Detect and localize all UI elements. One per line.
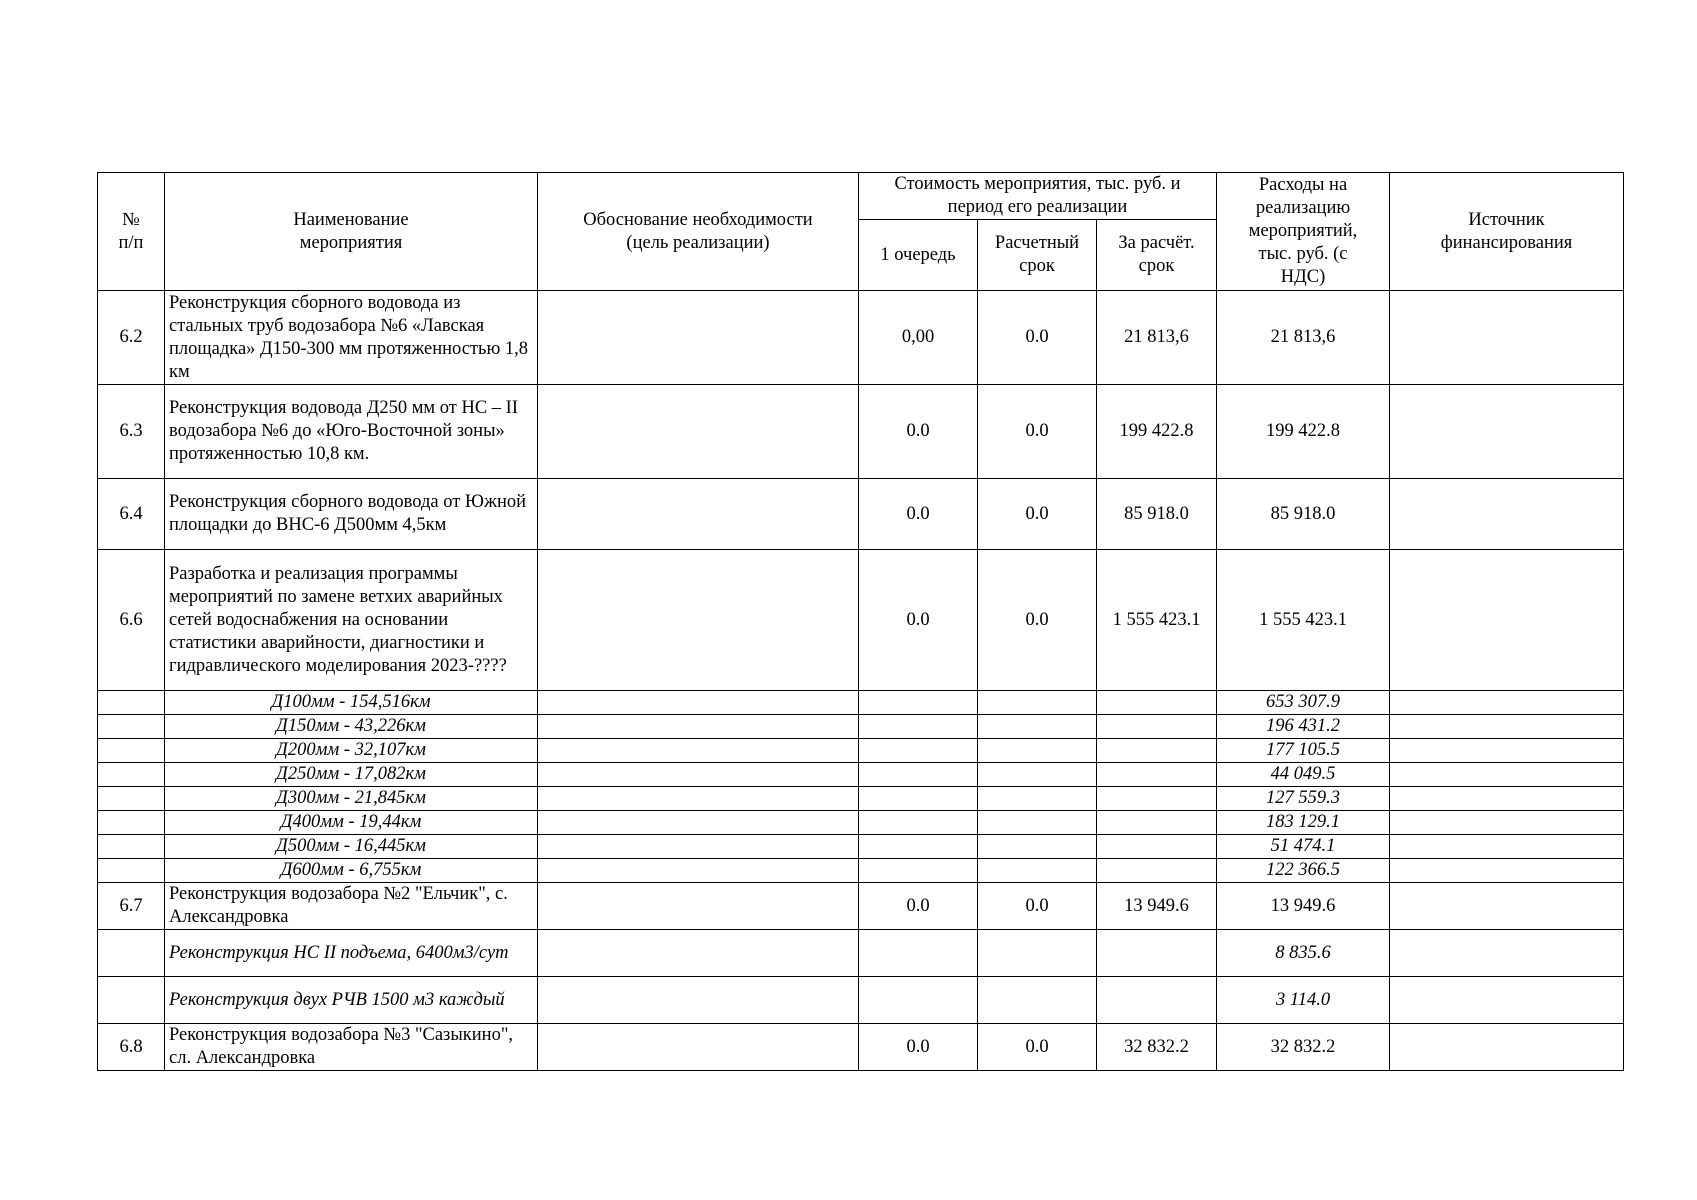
empty-cell bbox=[978, 859, 1097, 883]
row-first-stage: 0.0 bbox=[859, 1024, 978, 1071]
row-source bbox=[1390, 479, 1624, 550]
empty-cell bbox=[1097, 715, 1217, 739]
empty-cell bbox=[538, 763, 859, 787]
header-expenses: Расходы на реализацию мероприятий, тыс. руб. (с НДС) bbox=[1217, 173, 1390, 291]
empty-cell bbox=[859, 930, 978, 977]
empty-cell bbox=[978, 715, 1097, 739]
row-first-stage: 0.0 bbox=[859, 479, 978, 550]
row-justification bbox=[538, 550, 859, 691]
empty-cell bbox=[978, 977, 1097, 1024]
empty-cell bbox=[859, 835, 978, 859]
row-for-calc-period: 21 813,6 bbox=[1097, 291, 1217, 385]
empty-cell bbox=[538, 739, 859, 763]
empty-cell bbox=[978, 739, 1097, 763]
row-num: 6.2 bbox=[98, 291, 165, 385]
empty-cell bbox=[1390, 811, 1624, 835]
row-for-calc-period: 32 832.2 bbox=[1097, 1024, 1217, 1071]
empty-cell bbox=[859, 859, 978, 883]
empty-cell bbox=[98, 859, 165, 883]
empty-cell bbox=[859, 763, 978, 787]
empty-cell bbox=[98, 691, 165, 715]
sub-row-name: Реконструкция НС II подъема, 6400м3/сут bbox=[165, 930, 538, 977]
header-name: Наименование мероприятия bbox=[165, 173, 538, 291]
empty-cell bbox=[538, 811, 859, 835]
empty-cell bbox=[1097, 787, 1217, 811]
empty-cell bbox=[538, 977, 859, 1024]
empty-cell bbox=[98, 811, 165, 835]
row-name: Реконструкция сборного водовода из стальных труб водозабора №6 «Лавская площадка» Д150-300 мм протяженностью 1,8 км bbox=[165, 291, 538, 385]
empty-cell bbox=[859, 977, 978, 1024]
sub-row-name: Д400мм - 19,44км bbox=[165, 811, 538, 835]
header-calc-period: Расчетный срок bbox=[978, 220, 1097, 291]
empty-cell bbox=[98, 763, 165, 787]
empty-cell bbox=[1097, 691, 1217, 715]
sub-row-expenses: 122 366.5 bbox=[1217, 859, 1390, 883]
empty-cell bbox=[1390, 835, 1624, 859]
table-row bbox=[98, 1024, 1624, 1071]
empty-cell bbox=[538, 859, 859, 883]
row-name: Разработка и реализация программы мероприятий по замене ветхих аварийных сетей водоснабжения на основании статистики аварийности, диагностики и гидравлического моделирования 2023-???? bbox=[165, 550, 538, 691]
row-expenses: 21 813,6 bbox=[1217, 291, 1390, 385]
row-for-calc-period: 1 555 423.1 bbox=[1097, 550, 1217, 691]
sub-row-expenses: 127 559.3 bbox=[1217, 787, 1390, 811]
empty-cell bbox=[978, 787, 1097, 811]
measures-table bbox=[97, 172, 1624, 1071]
sub-row bbox=[98, 930, 1624, 977]
sub-row-expenses: 183 129.1 bbox=[1217, 811, 1390, 835]
sub-row-name: Д100мм - 154,516км bbox=[165, 691, 538, 715]
row-name: Реконструкция сборного водовода от Южной площадки до ВНС-6 Д500мм 4,5км bbox=[165, 479, 538, 550]
row-expenses: 1 555 423.1 bbox=[1217, 550, 1390, 691]
row-calc-period: 0.0 bbox=[978, 883, 1097, 930]
empty-cell bbox=[859, 787, 978, 811]
header-source: Источник финансирования bbox=[1390, 173, 1624, 291]
row-source bbox=[1390, 1024, 1624, 1071]
row-num: 6.8 bbox=[98, 1024, 165, 1071]
row-calc-period: 0.0 bbox=[978, 550, 1097, 691]
empty-cell bbox=[978, 691, 1097, 715]
table-row bbox=[98, 479, 1624, 550]
sub-row-expenses: 653 307.9 bbox=[1217, 691, 1390, 715]
sub-row-name: Реконструкция двух РЧВ 1500 м3 каждый bbox=[165, 977, 538, 1024]
sub-row bbox=[98, 835, 1624, 859]
empty-cell bbox=[1097, 859, 1217, 883]
empty-cell bbox=[1097, 811, 1217, 835]
empty-cell bbox=[978, 763, 1097, 787]
empty-cell bbox=[1097, 930, 1217, 977]
sub-row bbox=[98, 859, 1624, 883]
empty-cell bbox=[1390, 930, 1624, 977]
empty-cell bbox=[859, 811, 978, 835]
sub-row-name: Д150мм - 43,226км bbox=[165, 715, 538, 739]
row-for-calc-period: 85 918.0 bbox=[1097, 479, 1217, 550]
sub-row bbox=[98, 739, 1624, 763]
header-for-calc-period: За расчёт. срок bbox=[1097, 220, 1217, 291]
empty-cell bbox=[538, 930, 859, 977]
empty-cell bbox=[1390, 787, 1624, 811]
row-expenses: 13 949.6 bbox=[1217, 883, 1390, 930]
table-row bbox=[98, 291, 1624, 385]
sub-row-name: Д250мм - 17,082км bbox=[165, 763, 538, 787]
empty-cell bbox=[98, 930, 165, 977]
empty-cell bbox=[98, 977, 165, 1024]
row-source bbox=[1390, 385, 1624, 479]
empty-cell bbox=[538, 715, 859, 739]
empty-cell bbox=[1390, 691, 1624, 715]
sub-row-expenses: 44 049.5 bbox=[1217, 763, 1390, 787]
row-first-stage: 0.0 bbox=[859, 883, 978, 930]
row-first-stage: 0.0 bbox=[859, 550, 978, 691]
row-calc-period: 0.0 bbox=[978, 479, 1097, 550]
row-for-calc-period: 13 949.6 bbox=[1097, 883, 1217, 930]
empty-cell bbox=[1390, 715, 1624, 739]
empty-cell bbox=[98, 715, 165, 739]
row-first-stage: 0,00 bbox=[859, 291, 978, 385]
empty-cell bbox=[978, 930, 1097, 977]
empty-cell bbox=[978, 811, 1097, 835]
row-num: 6.3 bbox=[98, 385, 165, 479]
header-first-stage: 1 очередь bbox=[859, 220, 978, 291]
row-name: Реконструкция водозабора №2 "Ельчик", с. Александровка bbox=[165, 883, 538, 930]
row-num: 6.6 bbox=[98, 550, 165, 691]
table-row bbox=[98, 385, 1624, 479]
row-justification bbox=[538, 1024, 859, 1071]
row-justification bbox=[538, 479, 859, 550]
row-expenses: 85 918.0 bbox=[1217, 479, 1390, 550]
row-expenses: 199 422.8 bbox=[1217, 385, 1390, 479]
row-num: 6.7 bbox=[98, 883, 165, 930]
row-justification bbox=[538, 291, 859, 385]
empty-cell bbox=[1390, 739, 1624, 763]
header-justification: Обоснование необходимости (цель реализации) bbox=[538, 173, 859, 291]
sub-row-name: Д500мм - 16,445км bbox=[165, 835, 538, 859]
row-justification bbox=[538, 385, 859, 479]
sub-row-name: Д600мм - 6,755км bbox=[165, 859, 538, 883]
empty-cell bbox=[538, 835, 859, 859]
header-cost-group: Стоимость мероприятия, тыс. руб. и период его реализации bbox=[859, 173, 1217, 220]
empty-cell bbox=[538, 787, 859, 811]
sub-row-expenses: 196 431.2 bbox=[1217, 715, 1390, 739]
empty-cell bbox=[98, 787, 165, 811]
row-source bbox=[1390, 291, 1624, 385]
row-source bbox=[1390, 883, 1624, 930]
row-source bbox=[1390, 550, 1624, 691]
row-calc-period: 0.0 bbox=[978, 385, 1097, 479]
header-num: № п/п bbox=[98, 173, 165, 291]
empty-cell bbox=[859, 715, 978, 739]
empty-cell bbox=[859, 691, 978, 715]
sub-row bbox=[98, 763, 1624, 787]
sub-row bbox=[98, 811, 1624, 835]
sub-row-expenses: 3 114.0 bbox=[1217, 977, 1390, 1024]
sub-row-name: Д300мм - 21,845км bbox=[165, 787, 538, 811]
empty-cell bbox=[1390, 763, 1624, 787]
empty-cell bbox=[1097, 835, 1217, 859]
row-first-stage: 0.0 bbox=[859, 385, 978, 479]
empty-cell bbox=[978, 835, 1097, 859]
row-justification bbox=[538, 883, 859, 930]
table-row bbox=[98, 550, 1624, 691]
empty-cell bbox=[1097, 977, 1217, 1024]
row-name: Реконструкция водозабора №3 "Сазыкино", сл. Александровка bbox=[165, 1024, 538, 1071]
row-num: 6.4 bbox=[98, 479, 165, 550]
sub-row-name: Д200мм - 32,107км bbox=[165, 739, 538, 763]
row-calc-period: 0.0 bbox=[978, 291, 1097, 385]
sub-row bbox=[98, 977, 1624, 1024]
sub-row-expenses: 8 835.6 bbox=[1217, 930, 1390, 977]
sub-row bbox=[98, 691, 1624, 715]
empty-cell bbox=[98, 835, 165, 859]
empty-cell bbox=[1097, 739, 1217, 763]
empty-cell bbox=[1390, 859, 1624, 883]
row-for-calc-period: 199 422.8 bbox=[1097, 385, 1217, 479]
empty-cell bbox=[1390, 977, 1624, 1024]
empty-cell bbox=[538, 691, 859, 715]
row-name: Реконструкция водовода Д250 мм от НС – II водозабора №6 до «Юго-Восточной зоны» протяженностью 10,8 км. bbox=[165, 385, 538, 479]
empty-cell bbox=[98, 739, 165, 763]
sub-row bbox=[98, 715, 1624, 739]
row-expenses: 32 832.2 bbox=[1217, 1024, 1390, 1071]
sub-row-expenses: 51 474.1 bbox=[1217, 835, 1390, 859]
sub-row bbox=[98, 787, 1624, 811]
table-row bbox=[98, 883, 1624, 930]
row-calc-period: 0.0 bbox=[978, 1024, 1097, 1071]
sub-row-expenses: 177 105.5 bbox=[1217, 739, 1390, 763]
empty-cell bbox=[1097, 763, 1217, 787]
empty-cell bbox=[859, 739, 978, 763]
